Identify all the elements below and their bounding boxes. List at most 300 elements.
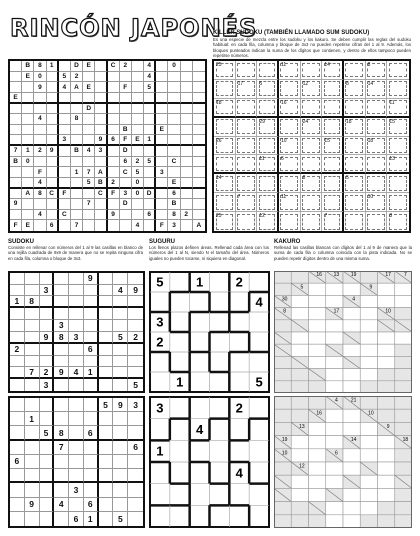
grid-cell[interactable] (128, 483, 143, 497)
grid-cell[interactable] (10, 412, 25, 426)
grid-cell[interactable] (120, 72, 132, 83)
killer-cell[interactable] (322, 137, 344, 156)
suguru-cell[interactable]: 3 (156, 400, 164, 416)
grid-cell[interactable] (156, 189, 168, 200)
killer-cell[interactable] (344, 80, 366, 99)
killer-cell[interactable] (366, 137, 388, 156)
grid-cell[interactable] (128, 344, 143, 356)
grid-cell[interactable] (108, 146, 120, 157)
killer-cell[interactable] (366, 80, 388, 99)
grid-cell[interactable] (128, 296, 143, 308)
grid-cell[interactable] (10, 178, 22, 189)
grid-cell[interactable] (59, 157, 71, 168)
grid-cell[interactable] (193, 104, 205, 115)
grid-cell[interactable]: 9 (40, 332, 55, 344)
grid-cell[interactable]: 6 (69, 512, 84, 526)
grid-cell[interactable]: 4 (69, 367, 84, 379)
grid-cell[interactable] (69, 273, 84, 285)
grid-cell[interactable] (193, 114, 205, 125)
kakuro-cell[interactable] (343, 422, 360, 435)
grid-cell[interactable] (99, 498, 114, 512)
grid-cell[interactable] (108, 93, 120, 104)
grid-cell[interactable] (99, 285, 114, 297)
grid-cell[interactable]: 3 (69, 483, 84, 497)
grid-cell[interactable] (128, 273, 143, 285)
kakuro-cell[interactable] (326, 409, 343, 422)
grid-cell[interactable] (71, 135, 83, 146)
grid-cell[interactable] (22, 125, 34, 136)
kakuro-cell[interactable] (343, 320, 360, 332)
grid-cell[interactable] (95, 93, 107, 104)
grid-cell[interactable] (132, 125, 144, 136)
killer-cell[interactable] (387, 61, 409, 80)
grid-cell[interactable]: 5 (113, 332, 128, 344)
grid-cell[interactable] (22, 210, 34, 221)
grid-cell[interactable]: 4 (34, 178, 46, 189)
grid-cell[interactable] (69, 469, 84, 483)
grid-cell[interactable]: 2 (132, 157, 144, 168)
grid-cell[interactable] (10, 135, 22, 146)
grid-cell[interactable] (40, 344, 55, 356)
grid-cell[interactable] (40, 498, 55, 512)
killer-cell[interactable] (387, 80, 409, 99)
kakuro-cell[interactable] (360, 295, 377, 307)
killer-cell[interactable] (236, 137, 258, 156)
grid-cell[interactable] (132, 82, 144, 93)
grid-cell[interactable] (120, 210, 132, 221)
grid-cell[interactable] (54, 308, 69, 320)
grid-cell[interactable] (47, 210, 59, 221)
grid-cell[interactable] (10, 367, 25, 379)
grid-cell[interactable] (25, 512, 40, 526)
killer-cell[interactable] (236, 174, 258, 193)
grid-cell[interactable]: 8 (25, 296, 40, 308)
killer-cell[interactable] (257, 137, 279, 156)
grid-cell[interactable] (10, 61, 22, 72)
grid-cell[interactable]: 6 (128, 441, 143, 455)
kakuro-cell[interactable] (291, 475, 308, 488)
grid-cell[interactable] (22, 114, 34, 125)
grid-cell[interactable]: F (10, 220, 22, 231)
grid-cell[interactable]: E (22, 220, 34, 231)
grid-cell[interactable] (47, 178, 59, 189)
grid-cell[interactable] (99, 344, 114, 356)
suguru-cell[interactable]: 4 (255, 294, 263, 310)
killer-cell[interactable] (257, 118, 279, 137)
grid-cell[interactable]: 3 (54, 320, 69, 332)
grid-cell[interactable] (40, 320, 55, 332)
grid-cell[interactable] (54, 356, 69, 368)
grid-cell[interactable] (10, 512, 25, 526)
grid-cell[interactable] (144, 146, 156, 157)
grid-cell[interactable] (181, 72, 193, 83)
killer-cell[interactable] (279, 118, 301, 137)
suguru-cell[interactable]: 4 (235, 465, 243, 481)
killer-cell[interactable] (214, 155, 236, 174)
grid-cell[interactable] (113, 441, 128, 455)
grid-cell[interactable] (34, 199, 46, 210)
grid-cell[interactable] (83, 189, 95, 200)
killer-cell[interactable] (301, 80, 323, 99)
kakuro-cell[interactable] (395, 283, 412, 295)
grid-cell[interactable] (84, 379, 99, 391)
grid-cell[interactable] (113, 469, 128, 483)
grid-cell[interactable] (95, 125, 107, 136)
grid-cell[interactable] (71, 199, 83, 210)
kakuro-cell[interactable] (378, 344, 395, 356)
grid-cell[interactable] (59, 178, 71, 189)
kakuro-cell[interactable] (343, 515, 360, 528)
killer-cell[interactable] (279, 193, 301, 212)
grid-cell[interactable]: 1 (10, 296, 25, 308)
grid-cell[interactable]: 4 (59, 82, 71, 93)
killer-cell[interactable] (257, 61, 279, 80)
killer-cell[interactable] (322, 99, 344, 118)
grid-cell[interactable] (168, 72, 180, 83)
grid-cell[interactable]: 2 (40, 367, 55, 379)
grid-cell[interactable] (120, 220, 132, 231)
grid-cell[interactable] (83, 157, 95, 168)
grid-cell[interactable] (59, 114, 71, 125)
grid-cell[interactable]: 5 (113, 512, 128, 526)
grid-cell[interactable] (10, 285, 25, 297)
grid-cell[interactable] (181, 125, 193, 136)
grid-cell[interactable] (113, 455, 128, 469)
killer-cell[interactable] (301, 137, 323, 156)
grid-cell[interactable]: C (59, 210, 71, 221)
grid-cell[interactable] (95, 157, 107, 168)
killer-cell[interactable] (387, 99, 409, 118)
grid-cell[interactable] (59, 220, 71, 231)
grid-cell[interactable]: 4 (83, 146, 95, 157)
grid-cell[interactable]: 3 (120, 189, 132, 200)
kakuro-cell[interactable] (360, 320, 377, 332)
grid-cell[interactable] (95, 199, 107, 210)
grid-cell[interactable] (99, 455, 114, 469)
grid-cell[interactable] (25, 332, 40, 344)
grid-cell[interactable]: 3 (156, 167, 168, 178)
kakuro-cell[interactable] (291, 308, 308, 320)
grid-cell[interactable] (84, 412, 99, 426)
kakuro-cell[interactable] (360, 332, 377, 344)
killer-cell[interactable] (236, 118, 258, 137)
grid-cell[interactable] (181, 82, 193, 93)
grid-cell[interactable]: B (95, 178, 107, 189)
grid-cell[interactable] (10, 320, 25, 332)
kakuro-cell[interactable] (326, 422, 343, 435)
grid-cell[interactable]: 3 (40, 379, 55, 391)
grid-cell[interactable]: B (71, 146, 83, 157)
grid-cell[interactable]: 0 (132, 178, 144, 189)
grid-cell[interactable] (144, 167, 156, 178)
grid-cell[interactable] (95, 210, 107, 221)
killer-cell[interactable] (236, 99, 258, 118)
suguru-cell[interactable]: 1 (195, 274, 204, 290)
grid-cell[interactable]: 4 (34, 114, 46, 125)
killer-cell[interactable] (344, 61, 366, 80)
grid-cell[interactable] (120, 178, 132, 189)
grid-cell[interactable] (25, 469, 40, 483)
grid-cell[interactable]: 6 (84, 498, 99, 512)
grid-cell[interactable] (47, 82, 59, 93)
grid-cell[interactable] (99, 512, 114, 526)
grid-cell[interactable] (59, 61, 71, 72)
grid-cell[interactable] (59, 199, 71, 210)
grid-cell[interactable] (10, 72, 22, 83)
kakuro-cell[interactable] (326, 515, 343, 528)
grid-cell[interactable] (25, 398, 40, 412)
grid-cell[interactable] (83, 135, 95, 146)
grid-cell[interactable] (22, 104, 34, 115)
killer-cell[interactable] (322, 155, 344, 174)
grid-cell[interactable] (128, 455, 143, 469)
kakuro-cell[interactable] (343, 344, 360, 356)
kakuro-cell[interactable] (291, 332, 308, 344)
grid-cell[interactable] (84, 398, 99, 412)
kakuro-cell[interactable] (326, 502, 343, 515)
grid-cell[interactable] (54, 512, 69, 526)
suguru-cell[interactable]: 3 (156, 314, 164, 330)
grid-cell[interactable] (193, 61, 205, 72)
grid-cell[interactable] (83, 72, 95, 83)
grid-cell[interactable]: E (83, 61, 95, 72)
killer-cell[interactable] (344, 137, 366, 156)
grid-cell[interactable]: 6 (84, 426, 99, 440)
kakuro-cell[interactable] (326, 475, 343, 488)
grid-cell[interactable]: 1 (84, 367, 99, 379)
grid-cell[interactable] (181, 61, 193, 72)
killer-cell[interactable] (366, 174, 388, 193)
grid-cell[interactable]: F (156, 220, 168, 231)
grid-cell[interactable] (113, 273, 128, 285)
grid-cell[interactable]: B (10, 157, 22, 168)
grid-cell[interactable]: B (22, 61, 34, 72)
suguru-cell[interactable]: 5 (156, 274, 164, 290)
grid-cell[interactable] (128, 498, 143, 512)
grid-cell[interactable]: 9 (128, 285, 143, 297)
grid-cell[interactable]: E (10, 93, 22, 104)
grid-cell[interactable] (168, 82, 180, 93)
grid-cell[interactable]: F (59, 189, 71, 200)
grid-cell[interactable] (25, 441, 40, 455)
grid-cell[interactable] (47, 72, 59, 83)
grid-cell[interactable] (113, 344, 128, 356)
grid-cell[interactable] (84, 455, 99, 469)
kakuro-cell[interactable] (343, 369, 360, 381)
grid-cell[interactable] (113, 356, 128, 368)
grid-cell[interactable] (59, 125, 71, 136)
grid-cell[interactable]: 2 (181, 210, 193, 221)
grid-cell[interactable]: 5 (59, 72, 71, 83)
grid-cell[interactable]: C (120, 167, 132, 178)
grid-cell[interactable] (71, 93, 83, 104)
killer-cell[interactable] (344, 118, 366, 137)
killer-cell[interactable] (279, 174, 301, 193)
grid-cell[interactable] (25, 285, 40, 297)
grid-cell[interactable] (108, 104, 120, 115)
kakuro-cell[interactable] (360, 369, 377, 381)
grid-cell[interactable] (69, 498, 84, 512)
grid-cell[interactable]: 6 (47, 220, 59, 231)
grid-cell[interactable] (99, 367, 114, 379)
killer-cell[interactable] (236, 80, 258, 99)
grid-cell[interactable] (40, 273, 55, 285)
grid-cell[interactable] (69, 308, 84, 320)
grid-cell[interactable]: 2 (108, 178, 120, 189)
grid-cell[interactable] (25, 483, 40, 497)
grid-cell[interactable] (113, 308, 128, 320)
grid-cell[interactable] (54, 285, 69, 297)
grid-cell[interactable] (156, 135, 168, 146)
grid-cell[interactable]: 4 (113, 285, 128, 297)
grid-cell[interactable]: F (120, 82, 132, 93)
grid-cell[interactable] (84, 308, 99, 320)
grid-cell[interactable] (113, 426, 128, 440)
grid-cell[interactable] (193, 135, 205, 146)
grid-cell[interactable]: D (120, 146, 132, 157)
grid-cell[interactable] (10, 189, 22, 200)
grid-cell[interactable]: 5 (99, 398, 114, 412)
kakuro-cell[interactable] (378, 283, 395, 295)
grid-cell[interactable] (69, 441, 84, 455)
grid-cell[interactable] (54, 273, 69, 285)
grid-cell[interactable] (69, 356, 84, 368)
grid-cell[interactable] (181, 157, 193, 168)
grid-cell[interactable] (99, 332, 114, 344)
grid-cell[interactable]: B (168, 199, 180, 210)
grid-cell[interactable] (168, 114, 180, 125)
grid-cell[interactable] (144, 104, 156, 115)
kakuro-cell[interactable] (395, 295, 412, 307)
killer-cell[interactable] (322, 61, 344, 80)
suguru-cell[interactable]: 1 (176, 374, 184, 390)
kakuro-cell[interactable] (309, 475, 326, 488)
killer-cell[interactable] (236, 155, 258, 174)
grid-cell[interactable]: 7 (71, 220, 83, 231)
grid-cell[interactable]: 2 (10, 344, 25, 356)
kakuro-cell[interactable] (343, 449, 360, 462)
grid-cell[interactable] (25, 426, 40, 440)
grid-cell[interactable] (54, 296, 69, 308)
grid-cell[interactable] (47, 93, 59, 104)
grid-cell[interactable]: 1 (144, 135, 156, 146)
killer-cell[interactable] (366, 61, 388, 80)
grid-cell[interactable] (108, 199, 120, 210)
grid-cell[interactable]: 2 (34, 146, 46, 157)
killer-cell[interactable] (236, 193, 258, 212)
grid-cell[interactable]: 9 (95, 135, 107, 146)
grid-cell[interactable] (144, 178, 156, 189)
grid-cell[interactable]: E (168, 178, 180, 189)
kakuro-cell[interactable] (291, 436, 308, 449)
grid-cell[interactable]: E (132, 135, 144, 146)
grid-cell[interactable] (99, 308, 114, 320)
kakuro-cell[interactable] (360, 344, 377, 356)
killer-cell[interactable] (214, 80, 236, 99)
grid-cell[interactable] (108, 220, 120, 231)
grid-cell[interactable]: E (22, 72, 34, 83)
kakuro-cell[interactable] (343, 409, 360, 422)
grid-cell[interactable] (181, 199, 193, 210)
grid-cell[interactable] (22, 93, 34, 104)
grid-cell[interactable]: D (83, 104, 95, 115)
grid-cell[interactable]: 0 (168, 61, 180, 72)
grid-cell[interactable] (34, 93, 46, 104)
killer-cell[interactable] (236, 61, 258, 80)
grid-cell[interactable] (22, 178, 34, 189)
grid-cell[interactable] (34, 220, 46, 231)
grid-cell[interactable] (40, 455, 55, 469)
grid-cell[interactable] (10, 426, 25, 440)
kakuro-cell[interactable] (360, 502, 377, 515)
kakuro-cell[interactable] (360, 488, 377, 501)
grid-cell[interactable] (40, 296, 55, 308)
grid-cell[interactable]: C (168, 157, 180, 168)
killer-cell[interactable] (366, 193, 388, 212)
killer-cell[interactable] (366, 212, 388, 231)
grid-cell[interactable] (84, 320, 99, 332)
grid-cell[interactable] (193, 157, 205, 168)
grid-cell[interactable] (22, 82, 34, 93)
kakuro-cell[interactable] (309, 344, 326, 356)
grid-cell[interactable] (83, 114, 95, 125)
grid-cell[interactable]: C (47, 189, 59, 200)
grid-cell[interactable] (113, 412, 128, 426)
grid-cell[interactable] (144, 93, 156, 104)
grid-cell[interactable]: 9 (25, 498, 40, 512)
grid-cell[interactable]: F (108, 189, 120, 200)
grid-cell[interactable] (10, 332, 25, 344)
kakuro-cell[interactable] (360, 356, 377, 368)
grid-cell[interactable] (69, 344, 84, 356)
grid-cell[interactable] (128, 469, 143, 483)
grid-cell[interactable] (132, 199, 144, 210)
kakuro-cell[interactable] (326, 283, 343, 295)
killer-cell[interactable] (301, 61, 323, 80)
kakuro-cell[interactable] (378, 462, 395, 475)
grid-cell[interactable] (69, 426, 84, 440)
grid-cell[interactable]: 3 (128, 398, 143, 412)
killer-cell[interactable] (344, 174, 366, 193)
grid-cell[interactable] (168, 135, 180, 146)
grid-cell[interactable] (144, 220, 156, 231)
suguru-cell[interactable]: 4 (195, 422, 204, 437)
grid-cell[interactable] (113, 296, 128, 308)
killer-cell[interactable] (322, 212, 344, 231)
grid-cell[interactable] (40, 398, 55, 412)
grid-cell[interactable] (84, 469, 99, 483)
grid-cell[interactable] (34, 125, 46, 136)
killer-cell[interactable] (301, 118, 323, 137)
grid-cell[interactable]: D (71, 61, 83, 72)
grid-cell[interactable] (156, 61, 168, 72)
grid-cell[interactable] (113, 320, 128, 332)
grid-cell[interactable]: A (71, 82, 83, 93)
grid-cell[interactable] (132, 104, 144, 115)
killer-cell[interactable] (279, 155, 301, 174)
grid-cell[interactable] (47, 114, 59, 125)
grid-cell[interactable] (132, 210, 144, 221)
grid-cell[interactable] (168, 167, 180, 178)
kakuro-cell[interactable] (343, 488, 360, 501)
grid-cell[interactable] (144, 114, 156, 125)
grid-cell[interactable]: 4 (144, 72, 156, 83)
grid-cell[interactable] (10, 210, 22, 221)
grid-cell[interactable] (59, 167, 71, 178)
grid-cell[interactable] (128, 356, 143, 368)
grid-cell[interactable]: 6 (120, 157, 132, 168)
grid-cell[interactable] (193, 210, 205, 221)
